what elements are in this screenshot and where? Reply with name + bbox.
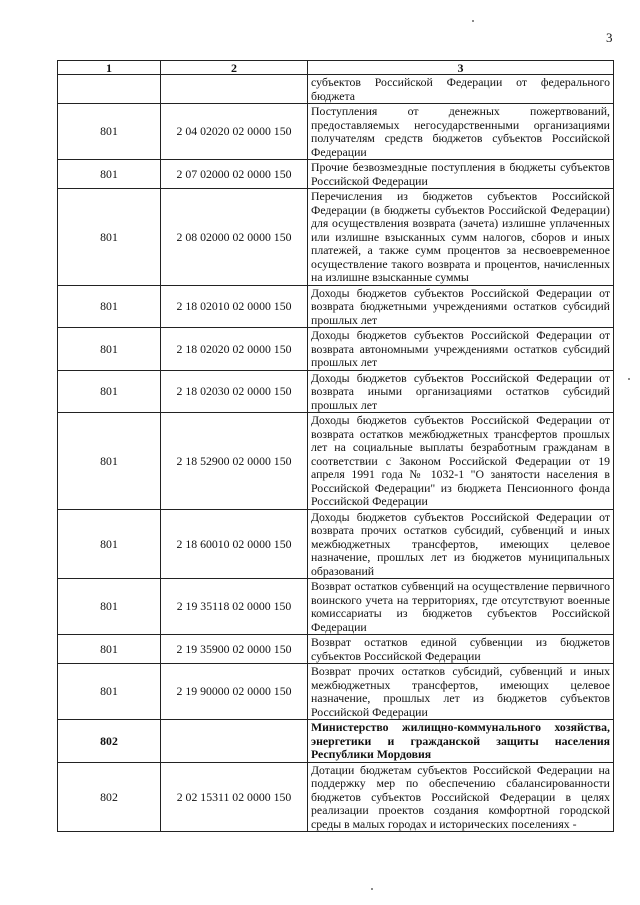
description-cell: Возврат остатков единой субвенции из бюджетов субъектов Российской Федерации: [308, 635, 614, 664]
revenue-code-cell: 2 18 52900 02 0000 150: [161, 413, 308, 510]
description-cell: Доходы бюджетов субъектов Российской Федерации от возврата иными организациями остатков субсидий прошлых лет: [308, 370, 614, 413]
admin-code-cell: 802: [58, 762, 161, 832]
description-cell: Министерство жилищно-коммунального хозяйства, энергетики и гражданской защиты населения Республики Мордовия: [308, 720, 614, 763]
table-row: [58, 75, 614, 104]
description-cell: Возврат прочих остатков субсидий, субвенций и иных межбюджетных трансфертов, имеющих целевое назначение, прошлых лет из бюджетов субъектов Российской Федерации: [308, 664, 614, 720]
revenue-code-cell: 2 18 60010 02 0000 150: [161, 509, 308, 579]
header-col-3: 3: [308, 61, 614, 75]
revenue-code-cell: 2 19 35900 02 0000 150: [161, 635, 308, 664]
scan-speck: [472, 20, 474, 22]
revenue-code-cell: 2 18 02020 02 0000 150: [161, 328, 308, 371]
description-cell: Доходы бюджетов субъектов Российской Федерации от возврата прочих остатков субсидий, субвенций и иных межбюджетных трансфертов, имеющих целевое назначение, прошлых лет из бюджетов муниципальных образований: [308, 509, 614, 579]
description-cell: Доходы бюджетов субъектов Российской Федерации от возврата бюджетными учреждениями остатков субсидий прошлых лет: [308, 285, 614, 328]
revenue-code-cell: 2 08 02000 02 0000 150: [161, 189, 308, 286]
table-row: [58, 285, 614, 328]
header-col-1: 1: [58, 61, 161, 75]
table-row: [58, 720, 614, 763]
admin-code-cell: 801: [58, 328, 161, 371]
page-number: 3: [606, 30, 613, 45]
revenue-code-cell: 2 19 35118 02 0000 150: [161, 579, 308, 635]
table-row: [58, 635, 614, 664]
admin-code-cell: 801: [58, 285, 161, 328]
admin-code-cell: 801: [58, 104, 161, 160]
admin-code-cell: 801: [58, 664, 161, 720]
admin-code-cell: 801: [58, 160, 161, 189]
revenue-code-cell: 2 19 90000 02 0000 150: [161, 664, 308, 720]
revenue-code-cell: [161, 75, 308, 104]
description-cell: Перечисления из бюджетов субъектов Российской Федерации (в бюджеты субъектов Российской Федерации) для осуществления возврата (зачета) излишне уплаченных или излишне взысканных сумм налогов, сборов и иных платежей, а также сумм процентов за несвоевременное осуществление такого возврата и процентов, начисленных на излишне взысканные суммы: [308, 189, 614, 286]
revenue-code-cell: 2 18 02030 02 0000 150: [161, 370, 308, 413]
revenue-code-cell: 2 04 02020 02 0000 150: [161, 104, 308, 160]
table-header-row: [58, 61, 614, 75]
description-cell: Поступления от денежных пожертвований, предоставляемых негосударственными организациями получателям средств бюджетов субъектов Российской Федерации: [308, 104, 614, 160]
table-row: [58, 579, 614, 635]
description-cell: субъектов Российской Федерации от федерального бюджета: [308, 75, 614, 104]
admin-code-cell: 802: [58, 720, 161, 763]
revenue-code-cell: 2 18 02010 02 0000 150: [161, 285, 308, 328]
description-cell: Возврат остатков субвенций на осуществление первичного воинского учета на территориях, где отсутствуют военные комиссариаты из бюджетов субъектов Российской Федерации: [308, 579, 614, 635]
admin-code-cell: 801: [58, 189, 161, 286]
admin-code-cell: 801: [58, 635, 161, 664]
admin-code-cell: [58, 75, 161, 104]
table-row: [58, 104, 614, 160]
table-row: [58, 413, 614, 510]
table-row: [58, 328, 614, 371]
budget-revenue-table: [57, 60, 614, 832]
admin-code-cell: 801: [58, 579, 161, 635]
revenue-code-cell: [161, 720, 308, 763]
table-row: [58, 189, 614, 286]
table-row: [58, 160, 614, 189]
table-row: [58, 762, 614, 832]
scan-speck: [371, 888, 373, 890]
header-col-2: 2: [161, 61, 308, 75]
admin-code-cell: 801: [58, 370, 161, 413]
description-cell: Доходы бюджетов субъектов Российской Федерации от возврата остатков межбюджетных трансфертов прошлых лет на социальные выплаты безработным гражданам в соответствии с Законом Российской Федерации от 19 апреля 1991 года № 1032-1 "О занятости населения в Российской Федерации" из бюджета Пенсионного фонда Российской Федерации: [308, 413, 614, 510]
revenue-code-cell: 2 02 15311 02 0000 150: [161, 762, 308, 832]
admin-code-cell: 801: [58, 413, 161, 510]
scan-speck: [628, 378, 630, 380]
table-row: [58, 664, 614, 720]
admin-code-cell: 801: [58, 509, 161, 579]
description-cell: Доходы бюджетов субъектов Российской Федерации от возврата автономными учреждениями остатков субсидий прошлых лет: [308, 328, 614, 371]
description-cell: Прочие безвозмездные поступления в бюджеты субъектов Российской Федерации: [308, 160, 614, 189]
table-row: [58, 370, 614, 413]
table-row: [58, 509, 614, 579]
revenue-code-cell: 2 07 02000 02 0000 150: [161, 160, 308, 189]
description-cell: Дотации бюджетам субъектов Российской Федерации на поддержку мер по обеспечению сбалансированности бюджетов субъектов Российской Федерации в целях реализации проектов создания комфортной городской среды в малых городах и исторических поселениях -: [308, 762, 614, 832]
